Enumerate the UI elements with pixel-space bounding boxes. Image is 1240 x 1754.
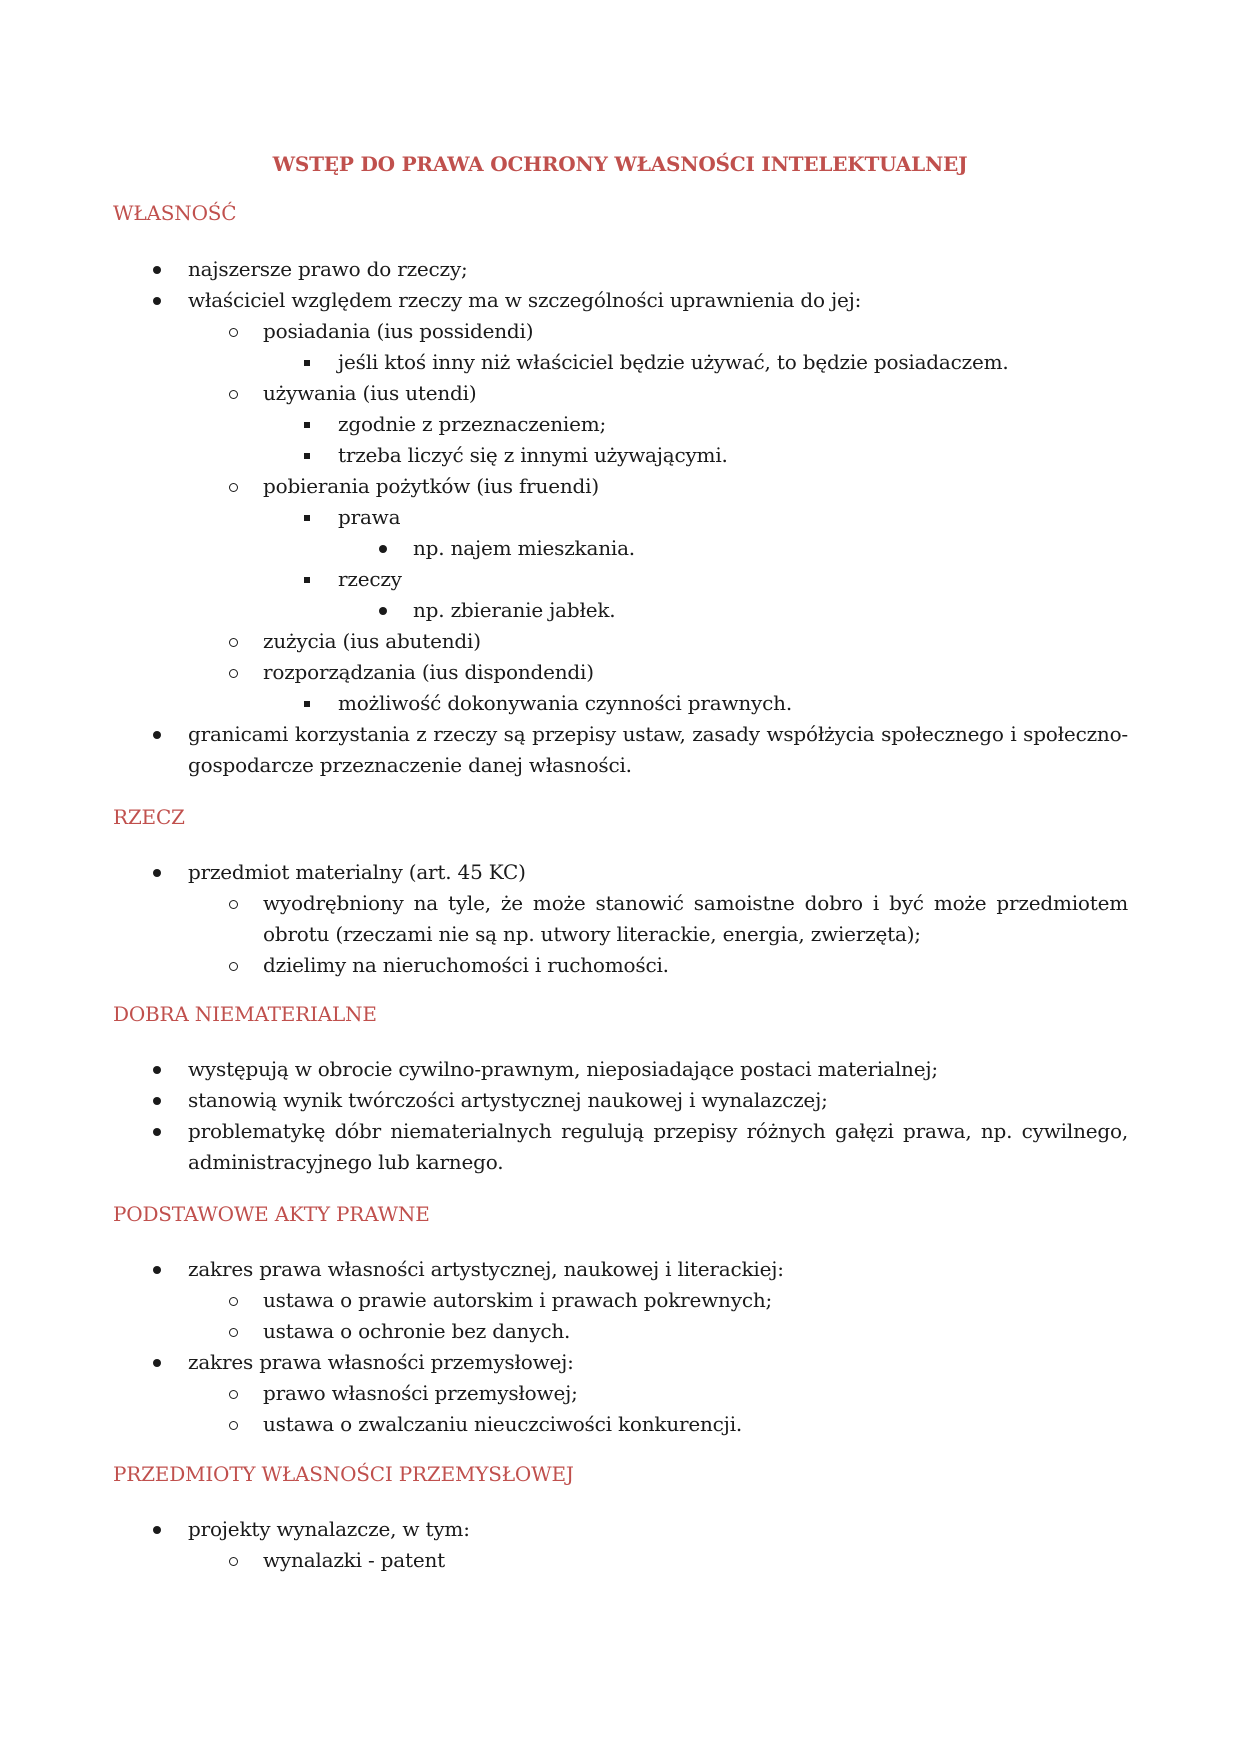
bullet-circle-icon xyxy=(229,1328,238,1337)
list-item: rozporządzania (ius dispondendi) xyxy=(263,657,594,688)
list-item: trzeba liczyć się z innymi używającymi. xyxy=(338,440,728,471)
list-item: jeśli ktoś inny niż właściciel będzie używać, to będzie posiadaczem. xyxy=(338,347,1009,378)
bullet-circle-icon xyxy=(229,1297,238,1306)
list-item: właściciel względem rzeczy ma w szczególności uprawnienia do jej: xyxy=(188,285,861,316)
section-heading-przedmioty: PRZEDMIOTY WŁASNOŚCI PRZEMYSŁOWEJ xyxy=(113,1462,574,1486)
list-item: ustawa o zwalczaniu nieuczciwości konkurencji. xyxy=(263,1409,742,1440)
list-item: pobierania pożytków (ius fruendi) xyxy=(263,471,599,502)
list-item: prawo własności przemysłowej; xyxy=(263,1378,578,1409)
bullet-circle-icon xyxy=(229,390,238,399)
list-item: ustawa o prawie autorskim i prawach pokrewnych; xyxy=(263,1285,772,1316)
section-heading-wlasnosc: WŁASNOŚĆ xyxy=(113,201,237,225)
bullet-dot-icon xyxy=(153,731,161,739)
section-heading-dobra: DOBRA NIEMATERIALNE xyxy=(113,1002,377,1026)
bullet-circle-icon xyxy=(229,1557,238,1566)
list-item: przedmiot materialny (art. 45 KC) xyxy=(188,857,526,888)
section-heading-akty: PODSTAWOWE AKTY PRAWNE xyxy=(113,1202,430,1226)
list-item: prawa xyxy=(338,502,400,533)
bullet-dot-icon xyxy=(153,1526,161,1534)
list-item: np. najem mieszkania. xyxy=(413,533,635,564)
bullet-dot-icon xyxy=(379,607,387,615)
bullet-circle-icon xyxy=(229,328,238,337)
bullet-dot-icon xyxy=(153,1097,161,1105)
bullet-square-icon xyxy=(304,360,310,366)
bullet-dot-icon xyxy=(153,266,161,274)
bullet-circle-icon xyxy=(229,669,238,678)
bullet-square-icon xyxy=(304,577,310,583)
list-item: stanowią wynik twórczości artystycznej naukowej i wynalazczej; xyxy=(188,1085,828,1116)
bullet-circle-icon xyxy=(229,638,238,647)
list-item: możliwość dokonywania czynności prawnych. xyxy=(338,688,792,719)
document-title: WSTĘP DO PRAWA OCHRONY WŁASNOŚCI INTELEKTUALNEJ xyxy=(272,152,968,176)
bullet-dot-icon xyxy=(153,297,161,305)
list-item: zgodnie z przeznaczeniem; xyxy=(338,409,606,440)
bullet-square-icon xyxy=(304,515,310,521)
bullet-square-icon xyxy=(304,701,310,707)
bullet-circle-icon xyxy=(229,962,238,971)
bullet-dot-icon xyxy=(153,1128,161,1136)
bullet-dot-icon xyxy=(153,1266,161,1274)
bullet-square-icon xyxy=(304,453,310,459)
section-heading-rzecz: RZECZ xyxy=(113,805,185,829)
bullet-dot-icon xyxy=(379,545,387,553)
list-item: wynalazki - patent xyxy=(263,1545,445,1576)
list-item: np. zbieranie jabłek. xyxy=(413,595,615,626)
bullet-circle-icon xyxy=(229,483,238,492)
bullet-circle-icon xyxy=(229,1421,238,1430)
bullet-circle-icon xyxy=(229,900,238,909)
list-item: projekty wynalazcze, w tym: xyxy=(188,1514,470,1545)
bullet-circle-icon xyxy=(229,1390,238,1399)
list-item: ustawa o ochronie bez danych. xyxy=(263,1316,570,1347)
list-item: najszersze prawo do rzeczy; xyxy=(188,254,468,285)
bullet-dot-icon xyxy=(153,869,161,877)
bullet-dot-icon xyxy=(153,1066,161,1074)
bullet-dot-icon xyxy=(153,1359,161,1367)
list-item: występują w obrocie cywilno-prawnym, nieposiadające postaci materialnej; xyxy=(188,1054,938,1085)
list-item: zakres prawa własności przemysłowej: xyxy=(188,1347,574,1378)
list-item: wyodrębniony na tyle, że może stanowić samoistne dobro i być może przedmiotem obrotu (rzeczami nie są np. utwory literackie, energia, zwierzęta); xyxy=(263,888,1128,950)
list-item: rzeczy xyxy=(338,564,402,595)
list-item: problematykę dóbr niematerialnych regulują przepisy różnych gałęzi prawa, np. cywilnego, administracyjnego lub karnego. xyxy=(188,1116,1128,1178)
bullet-square-icon xyxy=(304,422,310,428)
list-item: używania (ius utendi) xyxy=(263,378,476,409)
list-item: zużycia (ius abutendi) xyxy=(263,626,481,657)
list-item: posiadania (ius possidendi) xyxy=(263,316,533,347)
list-item: dzielimy na nieruchomości i ruchomości. xyxy=(263,950,669,981)
list-item: zakres prawa własności artystycznej, naukowej i literackiej: xyxy=(188,1254,784,1285)
list-item: granicami korzystania z rzeczy są przepisy ustaw, zasady współżycia społecznego i społeczno-gospodarcze przeznaczenie danej własności. xyxy=(188,719,1128,781)
